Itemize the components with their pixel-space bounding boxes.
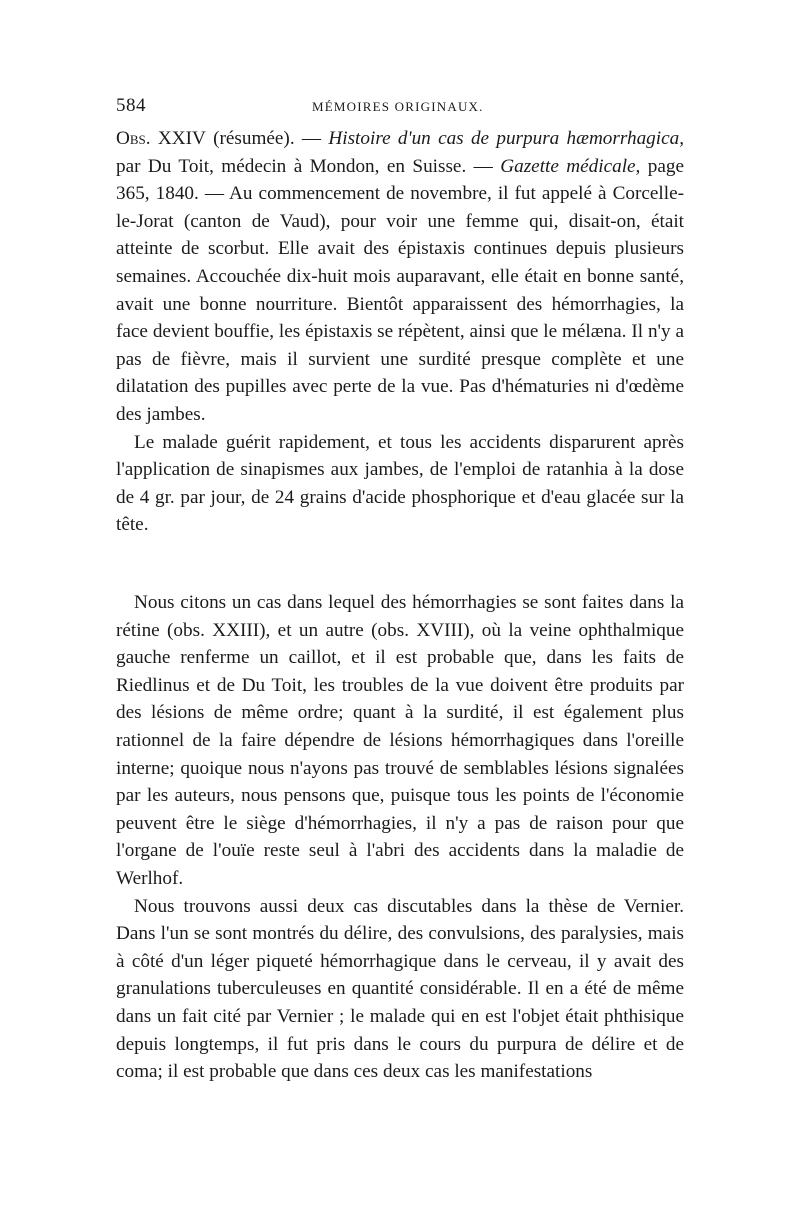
discussion [116,589,684,1086]
observation-outcome-paragraph: Le malade guérit rapidement, et tous les accidents disparurent après l'application de sinapismes aux jambes, de l'emploi de ratanhia à la dose de 4 gr. par jour, de 24 grains d'acide phosphorique et d'eau glacée sur la tête. [116,431,684,536]
observation-text: page 365, 1840. — Au commencement de novembre, il fut appelé à Corcelle-le-Jorat (canton de Vaud), pour voir une femme qui, disait-on, était atteinte de scorbut. Elle avait des épistaxis continues depuis plusieurs semaines. Accouchée dix-huit mois auparavant, elle était en bonne santé, avait une bonne nourriture. Bientôt apparaissent des hémorrhagies, la face devient bouffie, les épistaxis se répètent, ainsi que le mélæna. Il n'y a pas de fièvre, mais il survient une surdité presque complète et une dilatation des pupilles avec perte de la vue. Pas d'hématuries ni d'œdème des jambes. [116,155,684,425]
observation-source: Gazette médicale, [500,155,641,177]
observation-24 [116,125,684,539]
page-number: 584 [116,95,146,116]
running-head [116,95,686,119]
observation-paragraph [116,125,684,429]
discussion-paragraph-2: Nous trouvons aussi deux cas discutables dans la thèse de Vernier. Dans l'un se sont montrés du délire, des convulsions, des paralysies, mais à côté d'un léger piqueté hémorrhagique dans le cerveau, il y avait des granulations tuberculeuses en quantité considérable. Il en a été de même dans un fait cité par Vernier ; le malade qui en est l'objet était phthisique depuis longtemps, il fut pris dans le cours du purpura de délire et de coma; il est probable que dans ces deux cas les manifestations [116,895,684,1083]
discussion-paragraph-1: Nous citons un cas dans lequel des hémorrhagies se sont faites dans la rétine (obs. XXIII), et un autre (obs. XVIII), où la veine ophthalmique gauche renferme un caillot, et il est probable que, dans les faits de Riedlinus et de Du Toit, les troubles de la vue doivent être produits par des lésions de même ordre; quant à la surdité, il est également plus rationnel de la faire dépendre de lésions hémorrhagiques dans l'oreille interne; quoique nous n'ayons pas trouvé de semblables lésions signalées par les auteurs, nous pensons que, puisque tous les points de l'économie peuvent être le siège d'hémorrhagies, il n'y a pas de raison pour que l'organe de l'ouïe reste seul à l'abri des accidents dans la maladie de Werlhof. [116,592,684,889]
observation-title: Histoire d'un cas de purpura hæmorrhagica, [328,128,684,149]
running-title: MÉMOIRES ORIGINAUX. [312,99,484,114]
observation-resumed: (résumée). — [205,128,329,149]
observation-label: Obs. XXIV [116,128,206,149]
observation-author: par Du Toit, médecin à Mondon, en Suisse. — [116,155,501,177]
